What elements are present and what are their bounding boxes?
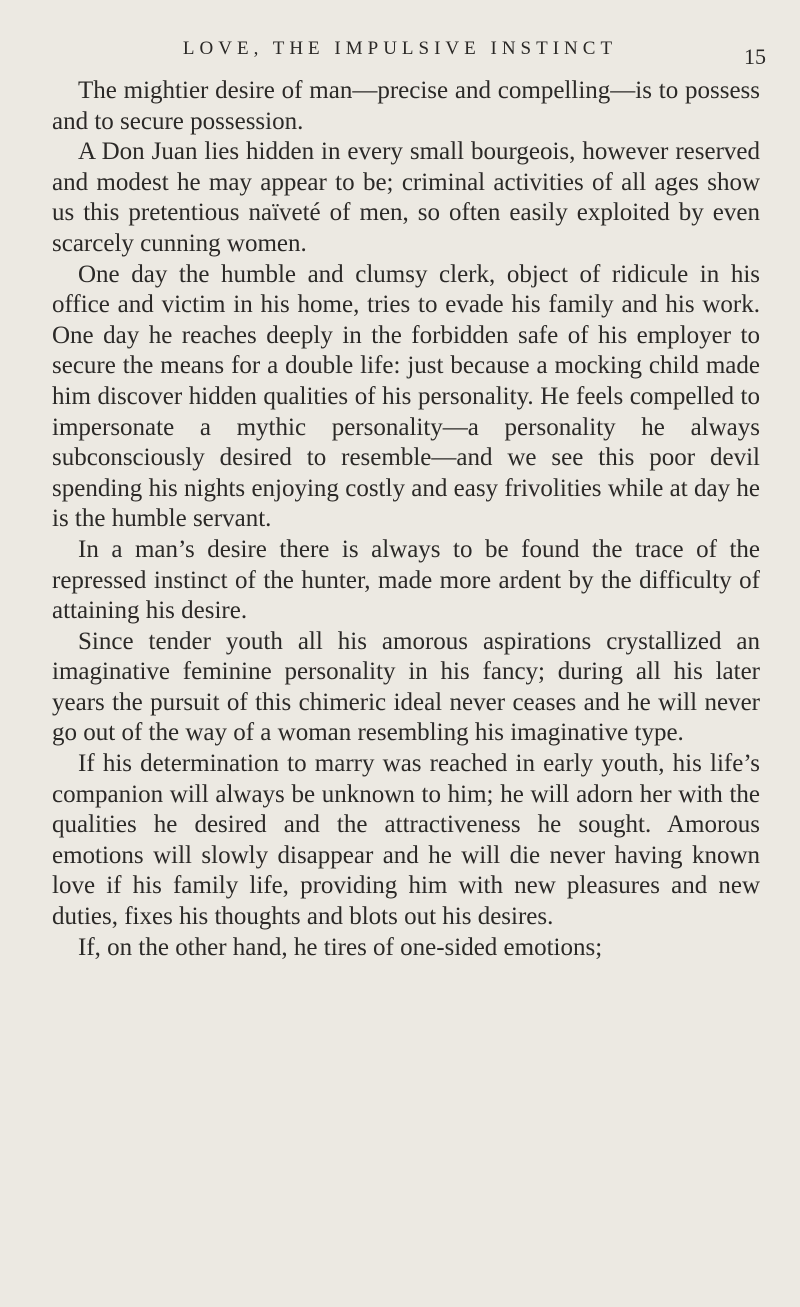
paragraph: One day the humble and clumsy clerk, object of ridicule in his office and victim in his home, tries to evade his family and his work. One day he reaches deeply in the forbidden safe of his employer to secure the means for a double life: just because a mocking child made him discover hidden qualities of his personality. He feels compelled to impersonate a mythic personality—a personality he always subconsciously desired to resemble—and we see this poor devil spending his nights enjoying costly and easy frivolities while at day he is the humble servant. [52,260,760,533]
body-text [52,76,760,963]
paragraph: In a man’s desire there is always to be found the trace of the repressed instinct of the hunter, made more ardent by the difficulty of attaining his desire. [52,535,760,625]
paragraph: If his determination to marry was reached in early youth, his life’s companion will always be unknown to him; he will adorn her with the qualities he desired and the attractiveness he sought. Amorous emotions will slowly disappear and he will die never having known love if his family life, providing him with new pleasures and new duties, fixes his thoughts and blots out his desires. [52,750,760,931]
page-number: 15 [744,44,766,69]
running-title: LOVE, THE IMPULSIVE INSTINCT [182,38,618,59]
paragraph: If, on the other hand, he tires of one-sided emotions; [78,933,603,961]
paragraph: Since tender youth all his amorous aspirations crystallized an imaginative feminine personality in his fancy; during all his later years the pursuit of this chimeric ideal never ceases and he will never go out of the way of a woman resembling his imaginative type. [52,627,760,747]
page-header [0,38,800,74]
paragraph: The mightier desire of man—precise and compelling—is to possess and to secure possession. [52,77,760,135]
paragraph: A Don Juan lies hidden in every small bourgeois, however reserved and modest he may appear to be; criminal activities of all ages show us this pretentious naïveté of men, so often easily exploited by even scarcely cunning women. [52,138,760,257]
